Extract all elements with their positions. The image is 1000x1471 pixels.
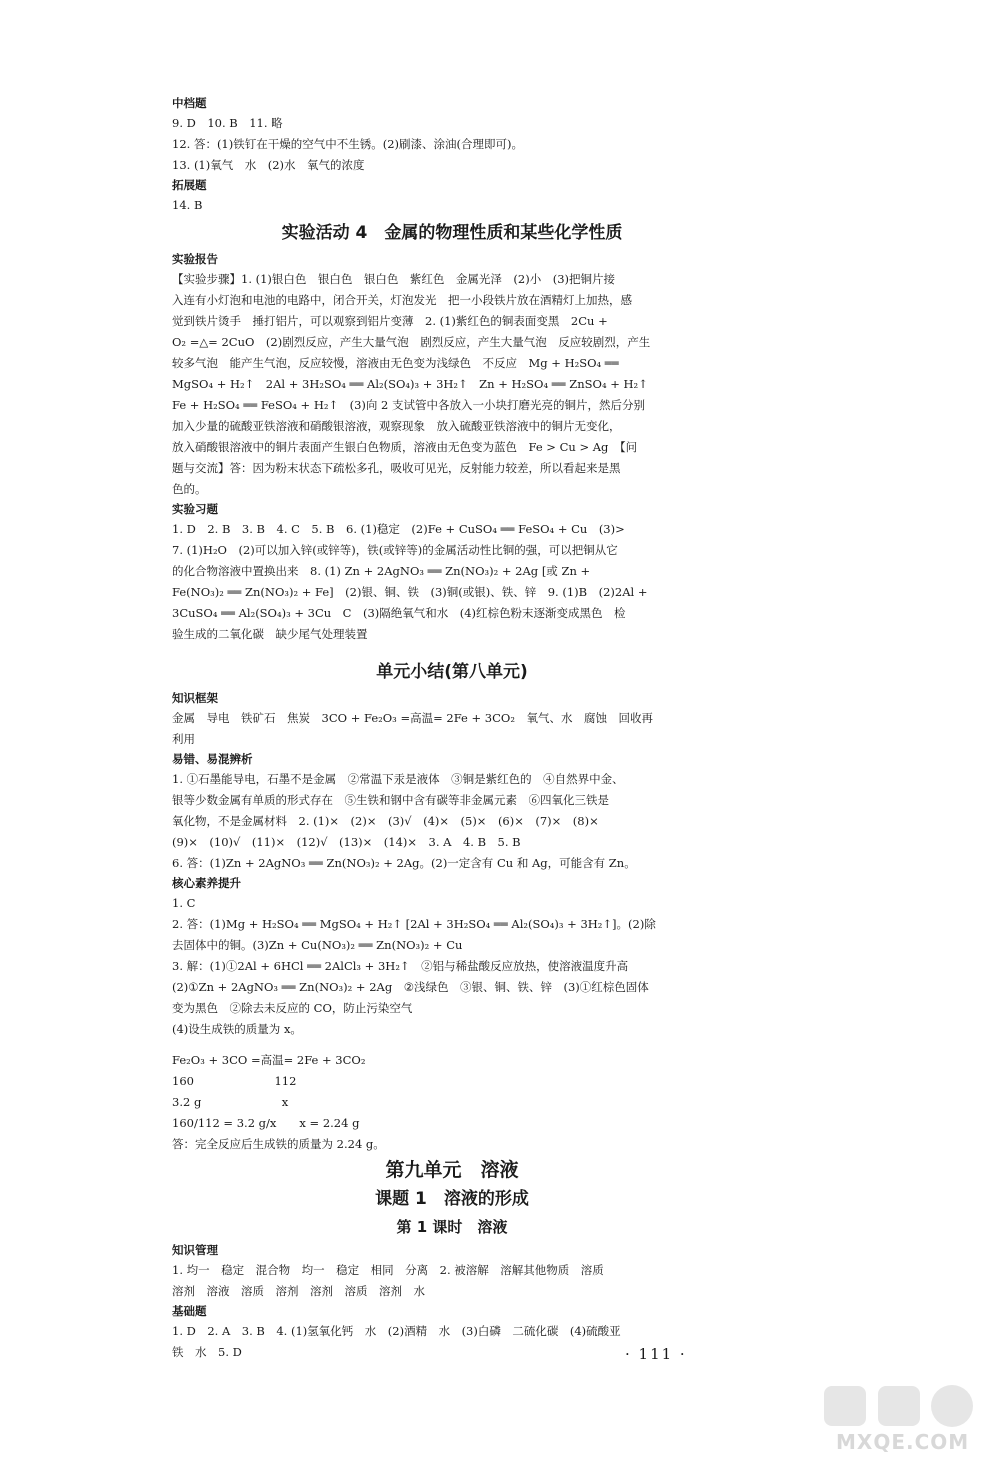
text-line: 160/112 = 3.2 g/x x = 2.24 g <box>172 1116 360 1130</box>
text-line: 1. D 2. A 3. B 4. (1)氢氧化钙 水 (2)酒精 水 (3)白磷 二硫化碳 (4)硫酸亚 <box>172 1324 621 1338</box>
watermark-site: MXQE.COM <box>836 1430 970 1454</box>
text-line: 160 112 <box>172 1074 297 1088</box>
answer-page <box>172 94 732 1363</box>
text-line: 12. 答：(1)铁钉在干燥的空气中不生锈。(2)刷漆、涂油(合理即可)。 <box>172 137 523 151</box>
text-line: 色的。 <box>172 482 207 496</box>
text-line: 13. (1)氧气 水 (2)水 氧气的浓度 <box>172 158 365 172</box>
text-line: 2. 答：(1)Mg + H₂SO₄ ══ MgSO₄ + H₂↑ [2Al + 3H₂SO₄ ══ Al₂(SO₄)₃ + 3H₂↑]。(2)除 <box>172 917 656 931</box>
heading: 第 1 课时 溶液 <box>396 1218 508 1236</box>
heading: 知识框架 <box>172 691 218 705</box>
text-line: (4)设生成铁的质量为 x。 <box>172 1022 302 1036</box>
watermark <box>822 1382 982 1462</box>
heading: 易错、易混辨析 <box>172 752 253 766</box>
text-line: 1. D 2. B 3. B 4. C 5. B 6. (1)稳定 (2)Fe + CuSO₄ ══ FeSO₄ + Cu (3)> <box>172 522 625 536</box>
text-line: 1. C <box>172 896 196 910</box>
text-line: 3CuSO₄ ══ Al₂(SO₄)₃ + 3Cu C (3)隔绝氧气和水 (4)红棕色粉末逐渐变成黑色 检 <box>172 606 626 620</box>
text-line: Fe₂O₃ + 3CO =高温= 2Fe + 3CO₂ <box>172 1053 366 1067</box>
text-line: 氧化物，不是金属材料 2. (1)× (2)× (3)√ (4)× (5)× (6)× (7)× (8)× <box>172 814 599 828</box>
heading: 第九单元 溶液 <box>385 1159 519 1181</box>
text-line: 放入硝酸银溶液中的铜片表面产生银白色物质，溶液由无色变为蓝色 Fe > Cu > Ag 【问 <box>172 440 638 454</box>
text-line: 3.2 g x <box>172 1095 289 1109</box>
text-line: 验生成的二氧化碳 缺少尾气处理装置 <box>172 627 368 641</box>
text-line: 铁 水 5. D <box>172 1345 242 1359</box>
page-number: · 111 · <box>625 1345 687 1363</box>
text-line: 利用 <box>172 732 195 746</box>
spacer <box>172 1040 732 1050</box>
text-line: Fe(NO₃)₂ ══ Zn(NO₃)₂ + Fe] (2)银、铜、铁 (3)铜(或银)、铁、锌 9. (1)B (2)2Al + <box>172 585 648 599</box>
spacer <box>172 645 732 655</box>
text-line: 7. (1)H₂O (2)可以加入锌(或锌等)，铁(或锌等)的金属活动性比铜的强，可以把铜从它 <box>172 543 618 557</box>
text-line: 9. D 10. B 11. 略 <box>172 116 283 130</box>
text-line: 较多气泡 能产生气泡，反应较慢，溶液由无色变为浅绿色 不反应 Mg + H₂SO₄ ══ <box>172 356 619 370</box>
text-line: 变为黑色 ②除去未反应的 CO，防止污染空气 <box>172 1001 413 1015</box>
text-line: Fe + H₂SO₄ ══ FeSO₄ + H₂↑ (3)向 2 支试管中各放入一小块打磨光亮的铜片，然后分别 <box>172 398 646 412</box>
text-line: 1. 均一 稳定 混合物 均一 稳定 相同 分离 2. 被溶解 溶解其他物质 溶质 <box>172 1263 604 1277</box>
text-line: 去固体中的铜。(3)Zn + Cu(NO₃)₂ ══ Zn(NO₃)₂ + Cu <box>172 938 463 952</box>
text-line: 银等少数金属有单质的形式存在 ⑤生铁和钢中含有碳等非金属元素 ⑥四氧化三铁是 <box>172 793 609 807</box>
text-line: 金属 导电 铁矿石 焦炭 3CO + Fe₂O₃ =高温= 2Fe + 3CO₂ 氧气、水 腐蚀 回收再 <box>172 711 653 725</box>
heading: 拓展题 <box>172 178 207 192</box>
text-line: 3. 解：(1)①2Al + 6HCl ══ 2AlCl₃ + 3H₂↑ ②铝与稀盐酸反应放热，使溶液温度升高 <box>172 959 629 973</box>
text-line: 溶剂 溶液 溶质 溶剂 溶剂 溶质 溶剂 水 <box>172 1284 425 1298</box>
text-line: O₂ =△= 2CuO (2)剧烈反应，产生大量气泡 剧烈反应，产生大量气泡 反应较剧烈，产生 <box>172 335 651 349</box>
heading: 课题 1 溶液的形成 <box>375 1189 529 1209</box>
text-line: 题与交流】答：因为粉末状态下疏松多孔，吸收可见光，反射能力较差，所以看起来是黑 <box>172 461 621 475</box>
text-line: (9)× (10)√ (11)× (12)√ (13)× (14)× 3. A 4. B 5. B <box>172 835 521 849</box>
heading: 实验习题 <box>172 502 218 516</box>
text-line: 【实验步骤】1. (1)银白色 银白色 银白色 紫红色 金属光泽 (2)小 (3)把铜片接 <box>172 272 615 286</box>
heading: 实验活动 4 金属的物理性质和某些化学性质 <box>281 223 623 243</box>
watermark-logo-icon <box>822 1382 982 1430</box>
text-line: 6. 答：(1)Zn + 2AgNO₃ ══ Zn(NO₃)₂ + 2Ag。(2)一定含有 Cu 和 Ag，可能含有 Zn。 <box>172 856 636 870</box>
text-line: 入连有小灯泡和电池的电路中，闭合开关，灯泡发光 把一小段铁片放在酒精灯上加热，感 <box>172 293 632 307</box>
text-line: MgSO₄ + H₂↑ 2Al + 3H₂SO₄ ══ Al₂(SO₄)₃ + 3H₂↑ Zn + H₂SO₄ ══ ZnSO₄ + H₂↑ <box>172 377 648 391</box>
text-line: (2)①Zn + 2AgNO₃ ══ Zn(NO₃)₂ + 2Ag ②浅绿色 ③银、铜、铁、锌 (3)①红棕色固体 <box>172 980 649 994</box>
heading: 实验报告 <box>172 252 218 266</box>
text-line: 加入少量的硫酸亚铁溶液和硝酸银溶液，观察现象 放入硫酸亚铁溶液中的铜片无变化， <box>172 419 621 433</box>
text-line: 觉到铁片烫手 捶打铝片，可以观察到铝片变薄 2. (1)紫红色的铜表面变黑 2Cu + <box>172 314 608 328</box>
text-line: 答：完全反应后生成铁的质量为 2.24 g。 <box>172 1137 385 1151</box>
heading: 知识管理 <box>172 1243 218 1257</box>
heading: 单元小结(第八单元) <box>376 662 528 682</box>
heading: 基础题 <box>172 1304 207 1318</box>
text-line: 的化合物溶液中置换出来 8. (1) Zn + 2AgNO₃ ══ Zn(NO₃)₂ + 2Ag [或 Zn + <box>172 564 591 578</box>
heading: 核心素养提升 <box>172 876 241 890</box>
heading: 中档题 <box>172 96 207 110</box>
text-line: 14. B <box>172 198 203 212</box>
text-line: 1. ①石墨能导电，石墨不是金属 ②常温下汞是液体 ③铜是紫红色的 ④自然界中金、 <box>172 772 624 786</box>
